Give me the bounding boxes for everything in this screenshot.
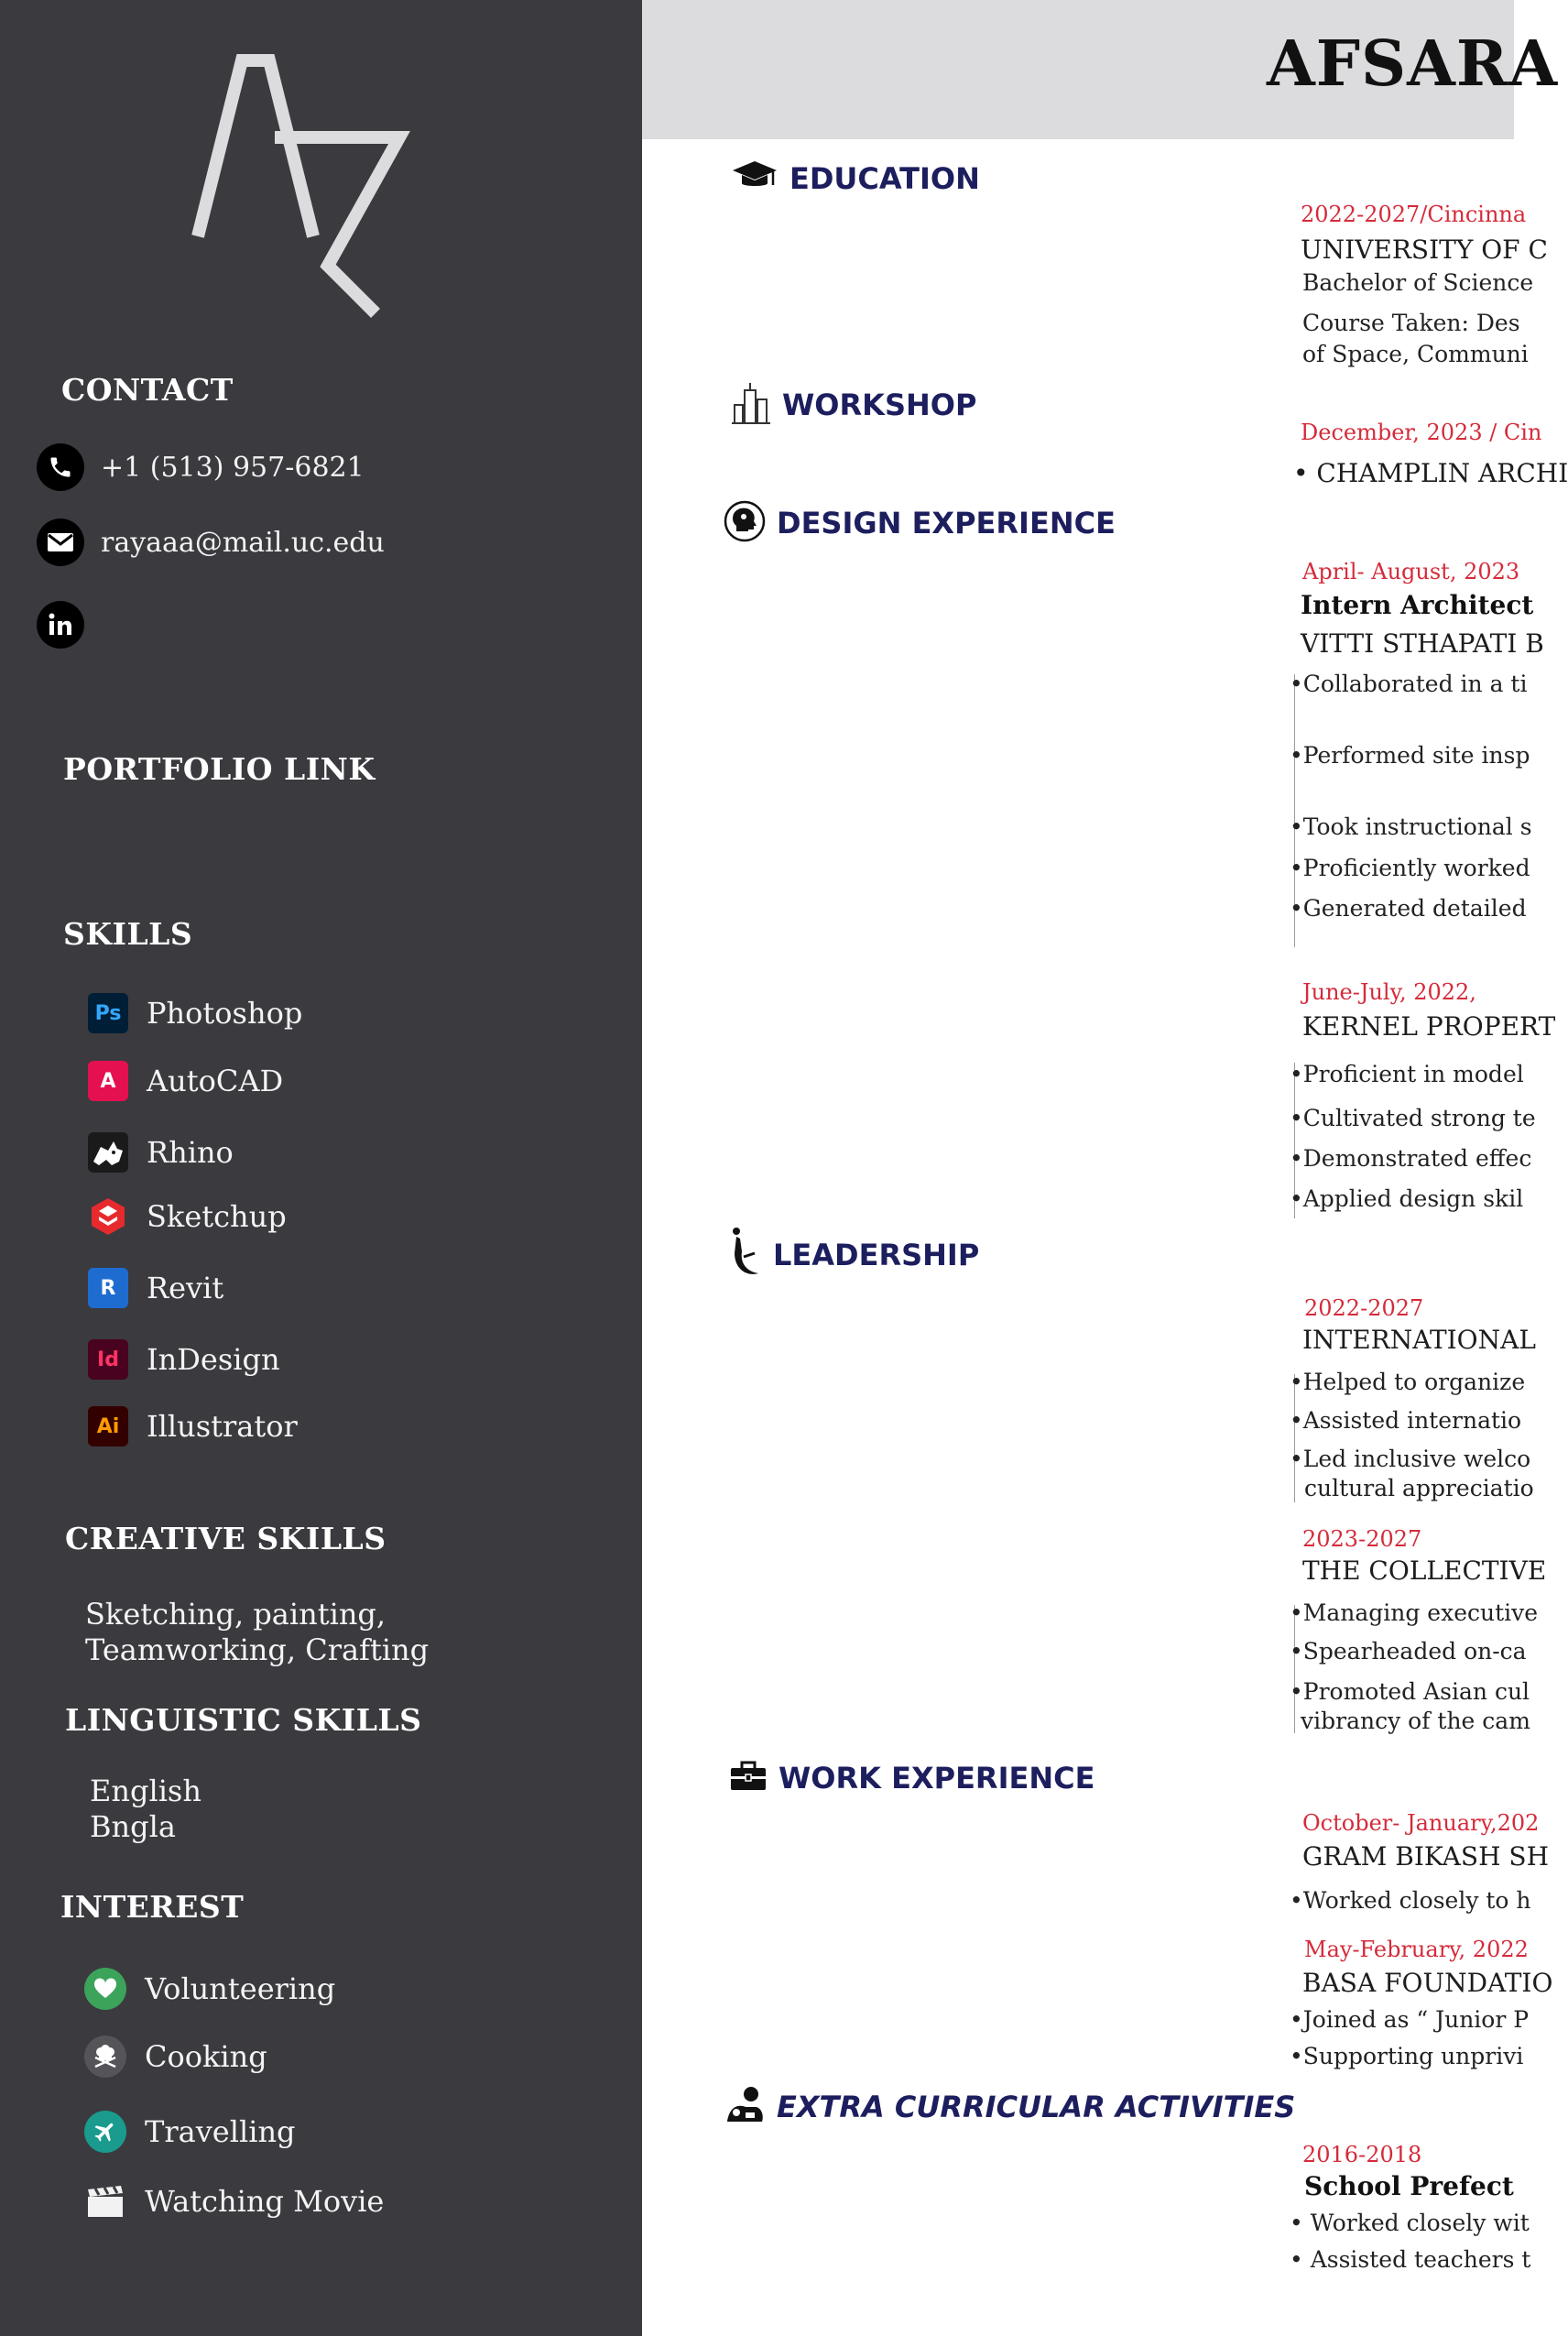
section-extra-curricular <box>724 2085 1295 2129</box>
extra-role: School Prefect <box>1304 2171 1514 2201</box>
bullet-item: •Generated detailed <box>1290 895 1527 922</box>
education-course: of Space, Communi <box>1302 341 1529 367</box>
interest-label: Watching Movie <box>145 2184 385 2219</box>
language-item: English <box>90 1774 201 1808</box>
contact-title: CONTACT <box>61 372 234 408</box>
skill-label: Photoshop <box>147 996 303 1031</box>
autocad-icon: A <box>88 1061 128 1101</box>
skill-indesign <box>88 1339 280 1380</box>
phone-number: +1 (513) 957-6821 <box>101 451 365 484</box>
interest-label: Cooking <box>145 2039 267 2074</box>
clapperboard-icon <box>84 2180 126 2222</box>
buildings-icon <box>731 381 771 429</box>
skills-title: SKILLS <box>63 916 193 952</box>
skill-rhino <box>88 1132 234 1173</box>
volunteer-heart-icon <box>84 1968 126 2010</box>
skill-label: InDesign <box>147 1342 280 1377</box>
bullet-item: • Worked closely wit <box>1290 2210 1530 2236</box>
bullet-item: •Worked closely to h <box>1290 1887 1531 1914</box>
activities-icon <box>724 2085 766 2129</box>
skill-illustrator <box>88 1406 298 1446</box>
skill-revit <box>88 1268 223 1308</box>
photoshop-icon: Ps <box>88 993 128 1033</box>
section-workshop <box>731 381 976 429</box>
workshop-item: • CHAMPLIN ARCHI <box>1293 458 1568 488</box>
bullet-item: •Managing executive <box>1290 1599 1539 1626</box>
extra-date: 2016-2018 <box>1302 2142 1422 2167</box>
skill-label: AutoCAD <box>147 1064 284 1098</box>
email-address: rayaaa@mail.uc.edu <box>101 526 385 559</box>
bullet-item: •Promoted Asian cul <box>1290 1678 1530 1705</box>
linkedin-row[interactable] <box>37 601 84 649</box>
bullet-item: •Performed site insp <box>1290 742 1530 769</box>
skill-autocad <box>88 1061 283 1101</box>
bullet-item: •Assisted internatio <box>1290 1407 1522 1434</box>
interest-watching-movie <box>84 2180 384 2222</box>
email-row[interactable] <box>37 519 385 566</box>
work-exp-date: May-February, 2022 <box>1304 1937 1529 1962</box>
section-title: WORK EXPERIENCE <box>779 1761 1095 1796</box>
bullet-item: •Demonstrated effec <box>1290 1145 1532 1172</box>
leadership-date: 2023-2027 <box>1302 1526 1422 1552</box>
work-exp-org: GRAM BIKASH SH <box>1302 1841 1549 1872</box>
person-name: AFSARA <box>1267 27 1559 101</box>
bullet-item: •Cultivated strong te <box>1290 1105 1536 1131</box>
section-work-experience <box>729 1761 1094 1796</box>
language-item: Bngla <box>90 1809 176 1844</box>
section-title: EDUCATION <box>789 161 980 196</box>
bullet-item: • Assisted teachers t <box>1290 2246 1531 2273</box>
creative-head-icon <box>724 500 766 546</box>
skill-photoshop <box>88 993 302 1033</box>
skill-sketchup <box>88 1196 287 1237</box>
education-school: UNIVERSITY OF C <box>1301 235 1548 265</box>
work-exp-date: October- January,202 <box>1302 1810 1540 1836</box>
bullet-item: •Applied design skil <box>1290 1185 1524 1212</box>
briefcase-icon <box>729 1761 768 1796</box>
chef-hat-icon <box>84 2036 126 2078</box>
design-exp-org: VITTI STHAPATI B <box>1301 628 1544 659</box>
creative-skills-title: CREATIVE SKILLS <box>65 1521 387 1556</box>
airplane-icon <box>84 2111 126 2153</box>
bullet-continuation: vibrancy of the cam <box>1301 1708 1530 1734</box>
sidebar <box>0 0 642 2336</box>
section-leadership <box>729 1226 979 1284</box>
section-design-experience <box>724 500 1116 546</box>
section-title: WORKSHOP <box>782 388 977 422</box>
education-degree: Bachelor of Science <box>1302 269 1534 296</box>
linguistic-skills-title: LINGUISTIC SKILLS <box>65 1702 422 1738</box>
bullet-item: •Helped to organize <box>1290 1369 1526 1395</box>
indesign-icon: Id <box>88 1339 128 1380</box>
design-exp-date: June-July, 2022, <box>1302 979 1476 1005</box>
leadership-org: INTERNATIONAL <box>1302 1325 1536 1355</box>
interest-volunteering <box>84 1968 335 2010</box>
bullet-item: •Spearheaded on-ca <box>1290 1638 1527 1665</box>
education-course: Course Taken: Des <box>1302 310 1520 336</box>
monogram-logo <box>192 53 403 319</box>
illustrator-icon: Ai <box>88 1406 128 1446</box>
workshop-date: December, 2023 / Cin <box>1301 420 1542 445</box>
interest-travelling <box>84 2111 296 2153</box>
bullet-item: •Proficient in model <box>1290 1061 1524 1087</box>
design-exp-org: KERNEL PROPERT <box>1302 1011 1556 1042</box>
bullet-item: •Took instructional s <box>1290 813 1532 840</box>
bullet-item: •Proficiently worked <box>1290 855 1530 881</box>
section-title: LEADERSHIP <box>773 1238 980 1272</box>
section-title: EXTRA CURRICULAR ACTIVITIES <box>777 2090 1296 2124</box>
education-date: 2022-2027/Cincinna <box>1301 202 1527 227</box>
interest-label: Volunteering <box>145 1971 336 2006</box>
interest-cooking <box>84 2036 267 2078</box>
design-exp-date: April- August, 2023 <box>1302 559 1520 584</box>
bullet-item: •Joined as “ Junior P <box>1290 2006 1530 2033</box>
bullet-item: •Supporting unprivi <box>1290 2043 1524 2069</box>
phone-icon <box>37 443 84 491</box>
leader-figure-icon <box>729 1226 762 1284</box>
header-bar <box>642 0 1559 139</box>
section-education <box>731 158 980 200</box>
linkedin-icon[interactable] <box>37 601 84 649</box>
revit-icon: R <box>88 1268 128 1308</box>
rhino-icon <box>88 1132 128 1173</box>
skill-label: Rhino <box>147 1135 234 1170</box>
design-exp-role: Intern Architect <box>1301 590 1534 620</box>
sketchup-icon <box>88 1196 128 1237</box>
bullet-continuation: cultural appreciatio <box>1304 1475 1534 1501</box>
interest-label: Travelling <box>145 2114 296 2149</box>
section-title: DESIGN EXPERIENCE <box>777 506 1116 540</box>
skill-label: Sketchup <box>147 1199 287 1234</box>
creative-skills-line: Sketching, painting, <box>85 1597 387 1632</box>
portfolio-link-title[interactable]: PORTFOLIO LINK <box>63 751 376 787</box>
leadership-date: 2022-2027 <box>1304 1295 1424 1321</box>
interest-title: INTEREST <box>60 1889 245 1925</box>
skill-label: Revit <box>147 1271 224 1305</box>
leadership-org: THE COLLECTIVE <box>1302 1556 1547 1586</box>
work-exp-org: BASA FOUNDATIO <box>1302 1968 1553 1998</box>
bullet-item: •Collaborated in a ti <box>1290 671 1528 697</box>
creative-skills-line: Teamworking, Crafting <box>85 1632 430 1667</box>
skill-label: Illustrator <box>147 1409 298 1444</box>
bullet-item: •Led inclusive welco <box>1290 1446 1531 1472</box>
graduation-cap-icon <box>731 158 779 200</box>
mail-icon <box>37 519 84 566</box>
phone-row[interactable] <box>37 443 365 491</box>
